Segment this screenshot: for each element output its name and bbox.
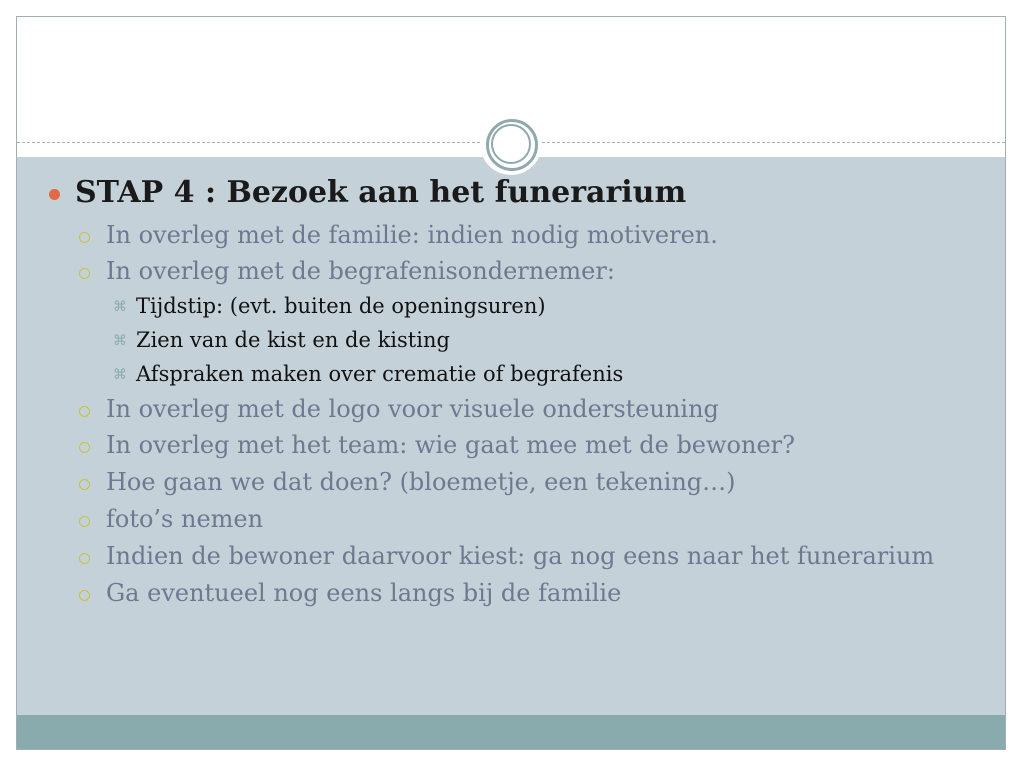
- list-item: foto’s nemen: [106, 505, 264, 533]
- sub-list-item: Tijdstip: (evt. buiten de openingsuren): [136, 294, 546, 318]
- hollow-circle-bullet-icon: [79, 232, 90, 243]
- filled-circle-bullet-icon: [49, 189, 60, 200]
- sub-list-item: Zien van de kist en de kisting: [136, 328, 450, 352]
- sub-list-item: Afspraken maken over crematie of begrafenis: [136, 362, 624, 386]
- cross-bullet-icon: ⌘: [113, 367, 127, 383]
- footer-band: [17, 715, 1005, 749]
- list-item: Ga eventueel nog eens langs bij de familie: [106, 579, 622, 607]
- list-item: Indien de bewoner daarvoor kiest: ga nog eens naar het funerarium: [106, 542, 935, 570]
- list-item: In overleg met de familie: indien nodig motiveren.: [106, 221, 718, 249]
- hollow-circle-bullet-icon: [79, 268, 90, 279]
- hollow-circle-bullet-icon: [79, 406, 90, 417]
- hollow-circle-bullet-icon: [79, 442, 90, 453]
- list-item: In overleg met de logo voor visuele ondersteuning: [106, 395, 719, 423]
- hollow-circle-bullet-icon: [79, 516, 90, 527]
- slide: [16, 16, 1006, 750]
- cross-bullet-icon: ⌘: [113, 333, 127, 349]
- slide-heading: STAP 4 : Bezoek aan het funerarium: [75, 175, 687, 210]
- ring-ornament-inner-ring: [491, 124, 531, 164]
- list-item: In overleg met de begrafenisondernemer:: [106, 257, 615, 285]
- list-item: In overleg met het team: wie gaat mee met de bewoner?: [106, 431, 796, 459]
- hollow-circle-bullet-icon: [79, 479, 90, 490]
- list-item: Hoe gaan we dat doen? (bloemetje, een tekening…): [106, 468, 736, 496]
- cross-bullet-icon: ⌘: [113, 299, 127, 315]
- hollow-circle-bullet-icon: [79, 553, 90, 564]
- hollow-circle-bullet-icon: [79, 590, 90, 601]
